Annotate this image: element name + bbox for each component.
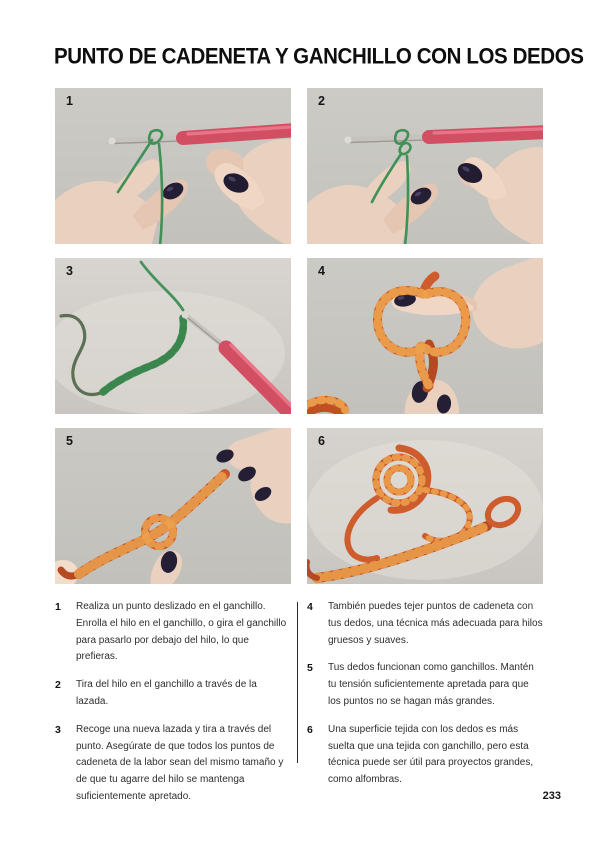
instructions-section <box>55 599 545 817</box>
photo-step-4 <box>307 258 543 414</box>
step-number-label: 2 <box>318 94 325 108</box>
instructions-right-column <box>307 599 543 817</box>
instruction-step-4 <box>307 599 543 649</box>
photo-step-5 <box>55 428 291 584</box>
step-number-label: 3 <box>66 264 73 278</box>
step-number-label: 6 <box>318 434 325 448</box>
instruction-step-6 <box>307 722 543 789</box>
photo-step-6 <box>307 428 543 584</box>
photo-5-illustration <box>55 428 291 584</box>
instruction-text: Tus dedos funcionan como ganchillos. Mantén tu tensión suficientemente apretada para que los puntos no se hagan más grandes. <box>328 662 534 707</box>
instruction-number: 1 <box>55 601 61 613</box>
photo-step-grid <box>55 88 545 584</box>
instruction-step-5 <box>307 660 543 710</box>
page-number: 233 <box>542 790 561 802</box>
column-divider-rule <box>297 602 298 763</box>
photo-3-illustration <box>55 258 291 414</box>
instruction-number: 5 <box>307 662 313 675</box>
instruction-number: 3 <box>55 723 61 736</box>
instruction-number: 2 <box>55 679 61 692</box>
step-number-label: 5 <box>66 434 73 448</box>
step-number-label: 4 <box>318 264 325 278</box>
photo-step-3 <box>55 258 291 414</box>
photo-step-1 <box>55 88 291 244</box>
instructions-left-column <box>55 599 291 817</box>
orange-yarn-coil <box>307 400 345 414</box>
instruction-step-2 <box>55 677 291 711</box>
step-number-label: 1 <box>66 94 73 108</box>
photo-6-illustration <box>307 428 543 584</box>
instruction-step-1 <box>55 599 291 666</box>
photo-1-illustration <box>55 88 291 244</box>
instruction-number: 6 <box>307 723 313 736</box>
photo-step-2 <box>307 88 543 244</box>
photo-4-illustration <box>307 258 543 414</box>
photo-2-illustration <box>307 88 543 244</box>
page-title: PUNTO DE CADENETA Y GANCHILLO CON LOS DEDOS <box>54 44 584 69</box>
instruction-text: Recoge una nueva lazada y tira a través del punto. Asegúrate de que todos los puntos de cadeneta de la labor sean del mismo tamaño y de que tu agarre del hilo se mantenga suficientemente apretado. <box>76 723 284 802</box>
instruction-number: 4 <box>307 601 313 613</box>
instruction-step-3 <box>55 722 291 806</box>
instruction-text: Realiza un punto deslizado en el ganchillo. Enrolla el hilo en el ganchillo, o gira el ganchillo para pasarlo por debajo del hilo, lo que prefieras. <box>76 601 287 663</box>
instruction-text: Una superficie tejida con los dedos es más suelta que una tejida con ganchillo, pero esta técnica puede ser útil para proyectos grandes, como alfombras. <box>328 723 534 786</box>
instruction-text: Tira del hilo en el ganchillo a través de la lazada. <box>76 679 257 707</box>
instruction-text: También puedes tejer puntos de cadeneta con tus dedos, una técnica más adecuada para hilos gruesos y suaves. <box>328 601 543 646</box>
